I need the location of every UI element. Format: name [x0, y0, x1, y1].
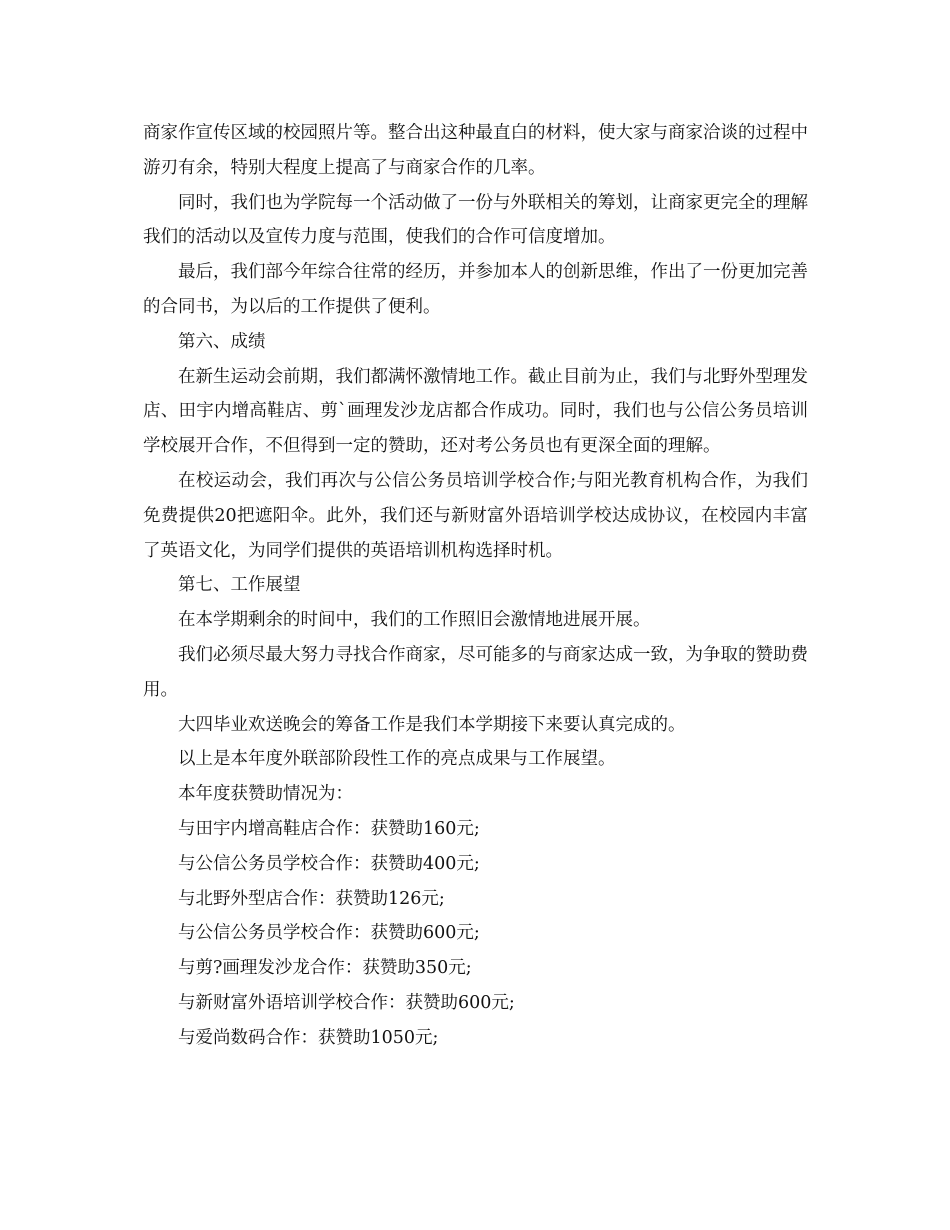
document-body: [143, 116, 808, 1056]
sponsorship-item: 与剪?画理发沙龙合作：获赞助350元;: [178, 958, 472, 979]
paragraph-activity-plans: 同时，我们也为学院每一个活动做了一份与外联相关的筹划，让商家更完全的理解我们的活动以及宣传力度与范围，使我们的合作可信度增加。: [143, 192, 808, 248]
sponsorship-item: 与新财富外语培训学校合作：获赞助600元;: [178, 992, 515, 1013]
paragraph-intro-continued: 商家作宣传区域的校园照片等。整合出这种最直白的材料，使大家与商家洽谈的过程中游刃有余，特别大程度上提高了与商家合作的几率。: [143, 123, 808, 178]
paragraph-freshman-sports: 在新生运动会前期，我们都满怀激情地工作。截止目前为止，我们与北野外型理发店、田宇内增高鞋店、剪`画理发沙龙店都合作成功。同时，我们也与公信公务员培训学校展开合作，不但得到一定的赞助，还对考公务员也有更深全面的理解。: [143, 366, 808, 457]
paragraph-find-partners: 我们必须尽最大努力寻找合作商家，尽可能多的与商家达成一致，为争取的赞助费用。: [143, 644, 808, 700]
section-heading-achievements: 第六、成绩: [178, 331, 266, 352]
paragraph-summary: 以上是本年度外联部阶段性工作的亮点成果与工作展望。: [178, 749, 616, 770]
paragraph-graduation-party: 大四毕业欢送晚会的筹备工作是我们本学期接下来要认真完成的。: [178, 714, 686, 735]
sponsorship-item: 与公信公务员学校合作：获赞助400元;: [178, 853, 480, 874]
sponsorship-item: 与公信公务员学校合作：获赞助600元;: [178, 923, 480, 944]
sponsorship-item: 与田宇内增高鞋店合作：获赞助160元;: [178, 818, 480, 839]
paragraph-school-sports: 在校运动会，我们再次与公信公务员培训学校合作;与阳光教育机构合作，为我们免费提供20把遮阳伞。此外，我们还与新财富外语培训学校达成协议，在校园内丰富了英语文化，为同学们提供的英语培训机构选择时机。: [143, 470, 808, 561]
paragraph-remaining-time: 在本学期剩余的时间中，我们的工作照旧会激情地进展开展。: [178, 610, 651, 631]
sponsorship-list-heading: 本年度获赞助情况为：: [178, 784, 353, 805]
sponsorship-item: 与爱尚数码合作：获赞助1050元;: [178, 1027, 439, 1048]
section-heading-outlook: 第七、工作展望: [178, 575, 301, 596]
paragraph-contract: 最后，我们部今年综合往常的经历，并参加本人的创新思维，作出了一份更加完善的合同书，为以后的工作提供了便利。: [143, 262, 808, 317]
sponsorship-item: 与北野外型店合作：获赞助126元;: [178, 888, 445, 909]
